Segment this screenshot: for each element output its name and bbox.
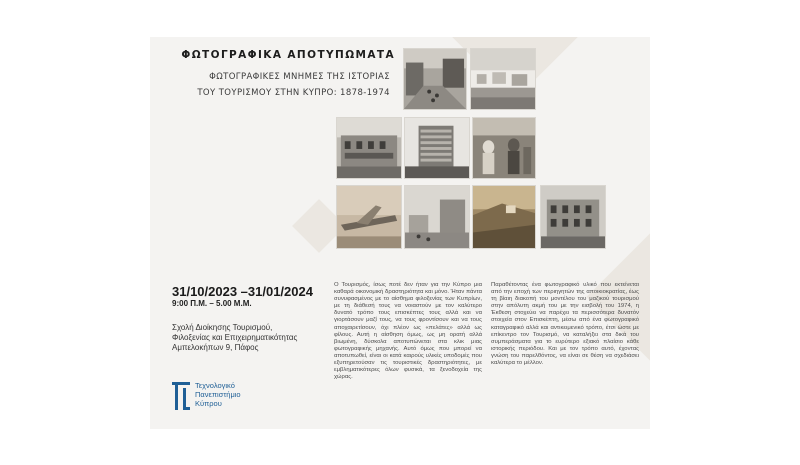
photo-people-gathering xyxy=(472,117,536,179)
exhibition-hours: 9:00 Π.Μ. – 5.00 Μ.Μ. xyxy=(172,299,252,308)
venue-line3: Αμπελοκήπων 9, Πάφος xyxy=(172,343,259,352)
photo-modern-hotel xyxy=(404,117,470,179)
photo-seafront-street xyxy=(404,185,470,249)
poster-subtitle-line1: ΦΩΤΟΓΡΑΦΙΚΕΣ ΜΝΗΜΕΣ ΤΗΣ ΙΣΤΟΡΙΑΣ xyxy=(209,72,390,82)
body-text-column2: Παραθέτοντας ένα φωτογραφικό υλικό που εκτείνεται από την εποχή των περιηγητών της αποικιοκρατίας, έως τη βίαιη διακοπή του μοντέλου του μαζικού τουρισμού στην απόλυτη ακμή του με την εισβολή του 1974, η Έκθεση στοχεύει να παρέχει τα περισσότερα δυνατόν στοιχεία στον Επισκέπτη, μέσω από ένα φωτογραφικό καταγραφικό αλλά και αντικειμενικό τρόπο, έτσι ώστε με επίκεντρο τον Τουρισμό, να καταλήξει στα δικά του συμπεράσματα για το ευρύτερο εξιακό πλαίσιο κάθε ιστορικής περιόδου. Και με τον τρόπο αυτό, έχοντας γνώση του παρελθόντος, να είναι σε θέση να σχεδιάσει καλύτερα το μέλλον. xyxy=(491,282,639,367)
exhibition-venue xyxy=(172,323,342,353)
poster-subtitle-line2: ΤΟΥ ΤΟΥΡΙΣΜΟΥ ΣΤΗΝ ΚΥΠΡΟ: 1878-1974 xyxy=(197,88,390,98)
logo-line1: Τεχνολογικό xyxy=(195,381,235,390)
university-logo-text xyxy=(195,381,241,408)
photo-hillside-town xyxy=(472,185,536,249)
body-text-column1: Ο Τουρισμός, ίσως ποτέ δεν ήταν για την Κύπρο μια καθαρά οικονομική δραστηριότητα και μόνο. Ήταν πάντα συνυφασμένος με το αίσθημα φιλοξενίας των Κυπρίων, με τη διάθεσή τους να νοιαστούν με τον καλύτερο δυνατό τρόπο τους επισκέπτες τους αλλά και να γιορτάσουν μαζί τους, να τους φροντίσουν και να τους αποχαιρετίσουν, όχι πλέον ως «πελάτες» αλλά ως φίλους. Αυτή η αίσθηση όμως, ως μη ορατή αλλά βιωμένη, δύσκολα αποτυπώνεται στα κλικ μιας φωτογραφικής μηχανής. Αυτό όμως που μπορεί να αποτυπωθεί, είναι οι κατά καιρούς υλικές υποδομές που εξυπηρετούσαν τις τουριστικές δραστηριότητες, με εμβληματικότερες όλων φυσικά, τα ξενοδοχεία της χώρας. xyxy=(334,282,482,381)
exhibition-poster xyxy=(150,37,650,429)
logo-line2: Πανεπιστήμιο xyxy=(195,390,241,399)
photo-hotel-facade xyxy=(540,185,606,249)
venue-line2: Φιλοξενίας και Επιχειρηματικότητας xyxy=(172,333,298,342)
photo-harbor-buildings xyxy=(470,48,536,110)
university-logo-icon xyxy=(172,382,190,410)
logo-line3: Κύπρου xyxy=(195,399,222,408)
venue-line1: Σχολή Διοίκησης Τουρισμού, xyxy=(172,323,273,332)
poster-title: ΦΩΤΟΓΡΑΦΙΚΑ ΑΠΟΤΥΠΩΜΑΤΑ xyxy=(181,49,395,61)
exhibition-dates: 31/10/2023 –31/01/2024 xyxy=(172,284,313,299)
photo-street-scene xyxy=(403,48,467,110)
photo-airplane xyxy=(336,185,402,249)
photo-colonial-building xyxy=(336,117,402,179)
